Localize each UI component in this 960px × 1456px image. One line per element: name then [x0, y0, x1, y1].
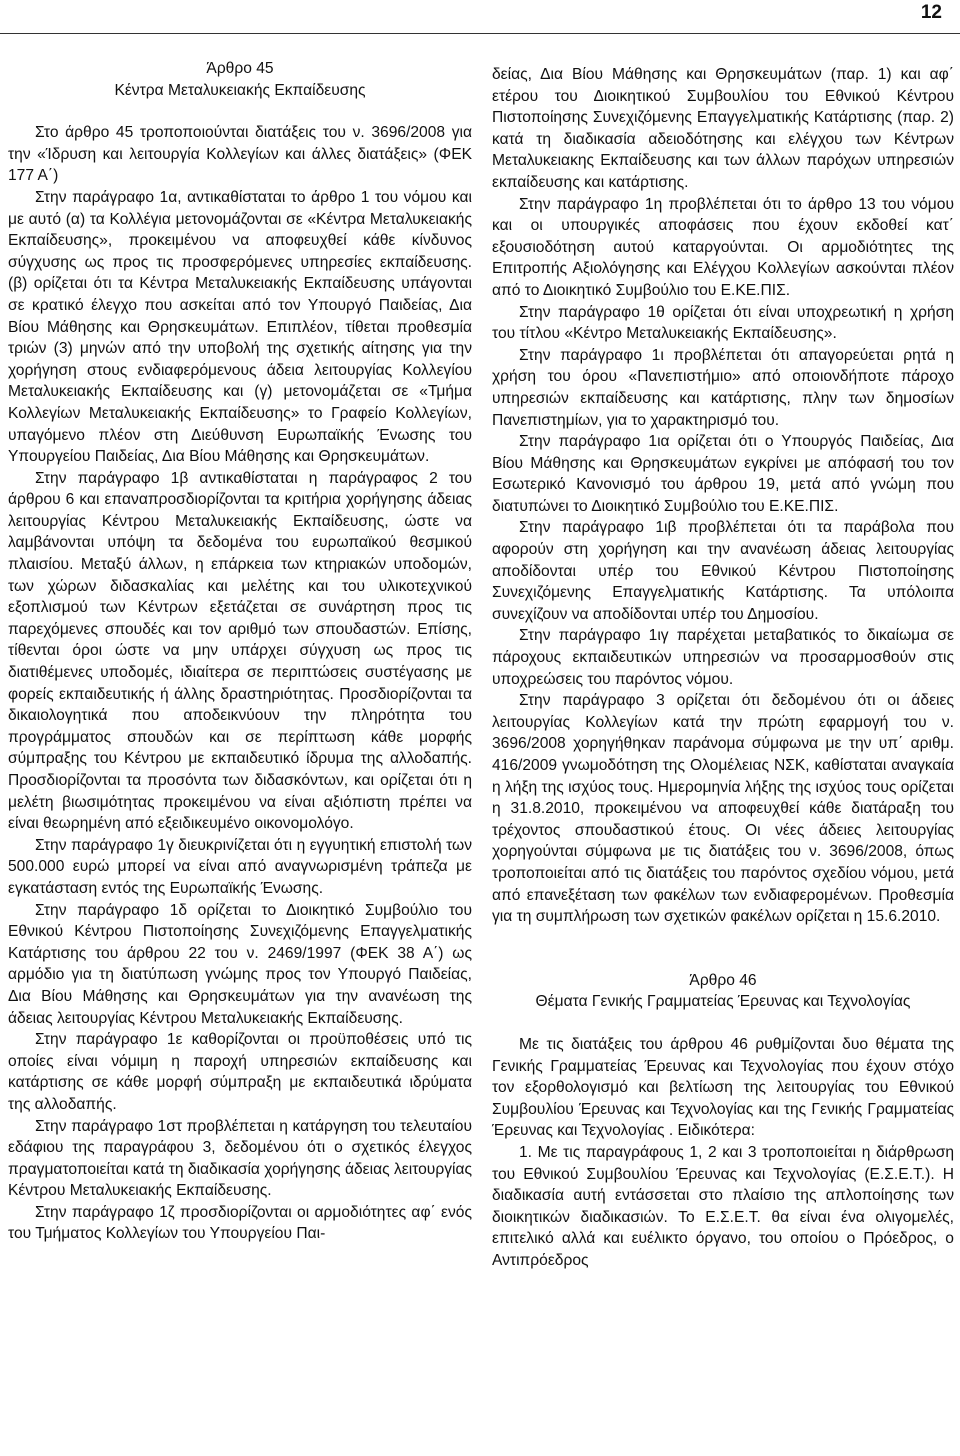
paragraph: Στην παράγραφο 1ζ προσδιορίζονται οι αρμοδιότητες αφ΄ ενός του Τμήματος Κολλεγίων του Υπουργείου Παι-: [8, 1203, 472, 1243]
paragraph: Στην παράγραφο 1α, αντικαθίσταται το άρθρο 1 του νόμου και με αυτό (α) τα Κολλέγια μετονομάζονται σε «Κέντρα Μεταλυκειακής Εκπαίδευσης», προκειμένου να αποφευχθεί κάθε κίνδυνος σύγχυσης ως προς τις προσφερόμενες υπηρεσίες εκπαίδευσης. (β) ορίζεται ότι τα Κέντρα Μεταλυκειακής Εκπαίδευσης υπάγονται σε κρατικό έλεγχο που ασκείται από τον Υπουργό Παιδείας, Δια Βίου Μάθησης και Θρησκευμάτων. Επιπλέον, τίθεται προθεσμία τριών (3) μηνών από την υποβολή της σχετικής αίτησης για την χορήγηση στους ενδιαφερόμενους άδεια λειτουργίας Κολλεγίου Μεταλυκειακής Εκπαίδευσης και (γ) μετονομάζεται σε «Τμήμα Κολλεγίων Μεταλυκειακής Εκπαίδευσης» το Γραφείο Κολλεγίων, υπαγόμενο πλέον στη Διεύθυνση Ευρωπαϊκής Ένωσης του Υπουργείου Παιδείας, Δια Βίου Μάθησης και Θρησκευμάτων.: [8, 188, 472, 466]
paragraph: Με τις διατάξεις του άρθρου 46 ρυθμίζονται δυο θέματα της Γενικής Γραμματείας Έρευνας και Τεχνολογίας που έχουν στόχο τον εξορθολογισμό και βελτίωση της λειτουργίας του Εθνικού Συμβουλίου Έρευνας και Τεχνολογίας και της Γενικής Γραμματείας Έρευνας και Τεχνολογίας . Ειδικότερα:: [492, 1035, 954, 1140]
paragraph: Στο άρθρο 45 τροποποιούνται διατάξεις του ν. 3696/2008 για την «Ίδρυση και λειτουργία Κολλεγίων και άλλες διατάξεις» (ΦΕΚ 177 Α΄): [8, 124, 472, 185]
left-column: [8, 58, 472, 1245]
paragraph: 1. Με τις παραγράφους 1, 2 και 3 τροποποιείται η διάρθρωση του Εθνικού Συμβουλίου Έρευνας και Τεχνολογίας (Ε.Σ.Ε.Τ.). Η διαδικασία αυτή εντάσσεται στο πλαίσιο της απλοποίησης των διοικητικών διαδικασιών. Το Ε.Σ.Ε.Τ. θα είναι ένα ολιγομελές, επιτελικό αλλά και ευέλικτο όργανο, του οποίου ο Πρόεδρος, ο Αντιπρόεδρος: [492, 1143, 954, 1269]
paragraph: Στην παράγραφο 1ιβ προβλέπεται ότι τα παράβολα που αφορούν στη χορήγηση και την ανανέωση άδειας λειτουργίας αποδίδονται υπέρ του Εθνικού Κέντρου Πιστοποίησης Συνεχιζόμενης Επαγγελματικής Κατάρτισης. Τα υπόλοιπα συνεχίζουν να αποδίδονται υπέρ του Δημοσίου.: [492, 519, 954, 623]
paragraph: Στην παράγραφο 3 ορίζεται ότι δεδομένου ότι οι άδειες λειτουργίας Κολλεγίων κατά την πρώτη εφαρμογή του ν. 3696/2008 χορηγήθηκαν παράνομα σύμφωνα με την υπ΄ αριθμ. 416/2009 γνωμοδότηση της Ολομέλειας ΝΣΚ, καθίσταται αναγκαία η λήξη της ισχύος τους. Ημερομηνία λήξης της ισχύος τους ορίζεται η 31.8.2010, προκειμένου να αποφευχθεί κάθε διατάραξη του τρέχοντος σπουδαστικού έτους. Οι νέες άδειες λειτουργίας χορηγούνται σύμφωνα με τις διατάξεις του ν. 3696/2008, όπως τροποποιείται από τις διατάξεις του παρόντος σχεδίου νόμου, μετά από επανεξέταση των φακέλων των ενδιαφερομένων. Προθεσμία για τη συμπλήρωση των σχετικών φακέλων ορίζεται η 15.6.2010.: [492, 692, 955, 926]
paragraph: Στην παράγραφο 1β αντικαθίσταται η παράγραφος 2 του άρθρου 6 και επαναπροσδιορίζονται τα κριτήρια χορήγησης άδειας λειτουργίας Κέντρου Μεταλυκειακής Εκπαίδευσης, ώστε να λαμβάνονται υπόψη τα δεδομένα του ευρωπαϊκού θεσμικού πλαισίου. Μεταξύ άλλων, η επάρκεια των κτηριακών υποδομών, των χώρων διδασκαλίας και μελέτης και του υλικοτεχνικού εξοπλισμού των Κέντρων εξετάζεται σε συνάρτηση προς τις παρεχόμενες σπουδές και τον αριθμό των σπουδαστών. Επίσης, τίθενται όροι ώστε να μην υπάρχει σύγχυση ως προς τις διατιθέμενες υποδομές, ιδιαίτερα σε περιπτώσεις συστέγασης με φορείς εκπαιδευτικής ή άλλης δραστηριότητας. Προσδιορίζονται τα δικαιολογητικά που αποδεικνύουν την πληρότητα του προγράμματος σπουδών και σε περίπτωση κάθε μορφής σύμπραξης του Κέντρου με εκπαιδευτικό ίδρυμα της αλλοδαπής. Προσδιορίζονται τα προσόντα των διδασκόντων, και ορίζεται ότι η μελέτη βιωσιμότητας προκειμένου να είναι αξιόπιστη πρέπει να είναι θεωρημένη από εξειδικευμένο οικονομολόγο.: [8, 469, 472, 833]
top-rule: [0, 33, 960, 34]
paragraph: Στην παράγραφο 1ια ορίζεται ότι ο Υπουργός Παιδείας, Δια Βίου Μάθησης και Θρησκευμάτων εγκρίνει με απόφασή του τον Εσωτερικό Κανονισμό του άρθρου 19, μετά από γνώμη που διατυπώνει το Διοικητικό Συμβούλιο του Ε.ΚΕ.ΠΙΣ.: [492, 433, 954, 515]
right-column: [492, 64, 954, 1271]
paragraph: Στην παράγραφο 1ι προβλέπεται ότι απαγορεύεται ρητά η χρήση του όρου «Πανεπιστήμιο» από οποιονδήποτε πάροχο υπηρεσιών εκπαίδευσης και κατάρτισης, πλην των δημοσίων Πανεπιστημίων, για το χαρακτηρισμό του.: [492, 346, 954, 429]
paragraph: Στην παράγραφο 1ιγ παρέχεται μεταβατικός το δικαίωμα σε πάροχους εκπαιδευτικών υπηρεσιών να προσαρμοσθούν στις υποχρεώσεις του παρόντος νόμου.: [492, 627, 954, 688]
paragraph: Στην παράγραφο 1δ ορίζεται το Διοικητικό Συμβούλιο του Εθνικού Κέντρου Πιστοποίησης Συνεχιζόμενης Επαγγελματικής Κατάρτισης του άρθρου 22 του ν. 2469/1997 (ΦΕΚ 38 Α΄) ως αρμόδιο για τη διατύπωση γνώμης προς τον Υπουργό Παιδείας, Δια Βίου Μάθησης και Θρησκευμάτων για την ανανέωση της άδειας λειτουργίας Κέντρου Μεταλυκειακής Εκπαίδευσης.: [8, 901, 472, 1027]
article-45-title: Άρθρο 45: [206, 60, 274, 77]
paragraph: Στην παράγραφο 1στ προβλέπεται η κατάργηση του τελευταίου εδάφιου της παραγράφου 3, δεδομένου ότι ο σχετικός έλεγχος πραγματοποιείται κατά τη διαδικασία χορήγησης άδειας λειτουργίας Κέντρου Μεταλυκειακής Εκπαίδευσης.: [8, 1117, 472, 1200]
paragraph: δείας, Δια Βίου Μάθησης και Θρησκευμάτων (παρ. 1) και αφ΄ ετέρου του Διοικητικού Συμβουλίου του Εθνικού Κέντρου Πιστοποίησης Συνεχιζόμενης Επαγγελματικής Κατάρτισης (παρ. 2) κατά τη διαδικασία αδειοδότησης και ελέγχου των Κέντρων Μεταλυκειακης Εκπαίδευσης και των άλλων παρόχων υπηρεσιών εκπαίδευσης και κατάρτισης.: [492, 66, 954, 191]
article-45-subtitle: Κέντρα Μεταλυκειακής Εκπαίδευσης: [114, 81, 366, 99]
paragraph: Στην παράγραφο 1θ ορίζεται ότι είναι υποχρεωτική η χρήση του τίτλου «Κέντρο Μεταλυκειακής Εκπαίδευσης».: [492, 303, 954, 343]
article-46-subtitle: Θέματα Γενικής Γραμματείας Έρευνας και Τεχνολογίας: [535, 993, 911, 1011]
article-46-title: Άρθρο 46: [689, 971, 757, 989]
paragraph: Στην παράγραφο 1ε καθορίζονται οι προϋποθέσεις υπό τις οποίες είναι νόμιμη η παροχή υπηρεσιών εκπαίδευσης και κατάρτισης σε κάθε μορφή σύμπραξη με εκπαιδευτικά ιδρύματα της αλλοδαπής.: [8, 1031, 472, 1113]
paragraph: Στην παράγραφο 1η προβλέπεται ότι το άρθρο 13 του νόμου και οι υπουργικές αποφάσεις που έχουν εκδοθεί κατ΄ εξουσιοδότηση αυτού καταργούνται. Οι αρμοδιότητες της Επιτροπής Αξιολόγησης και Ελέγχου Κολλεγίων ασκούνται πλέον από το Διοικητικό Συμβούλιο του Ε.ΚΕ.ΠΙΣ.: [492, 195, 954, 299]
page-number: 12: [920, 2, 942, 23]
paragraph: Στην παράγραφο 1γ διευκρινίζεται ότι η εγγυητική επιστολή των 500.000 ευρώ μπορεί να είναι από αναγνωρισμένη τράπεζα με εγκατάσταση εντός της Ευρωπαϊκής Ένωσης.: [8, 836, 472, 897]
